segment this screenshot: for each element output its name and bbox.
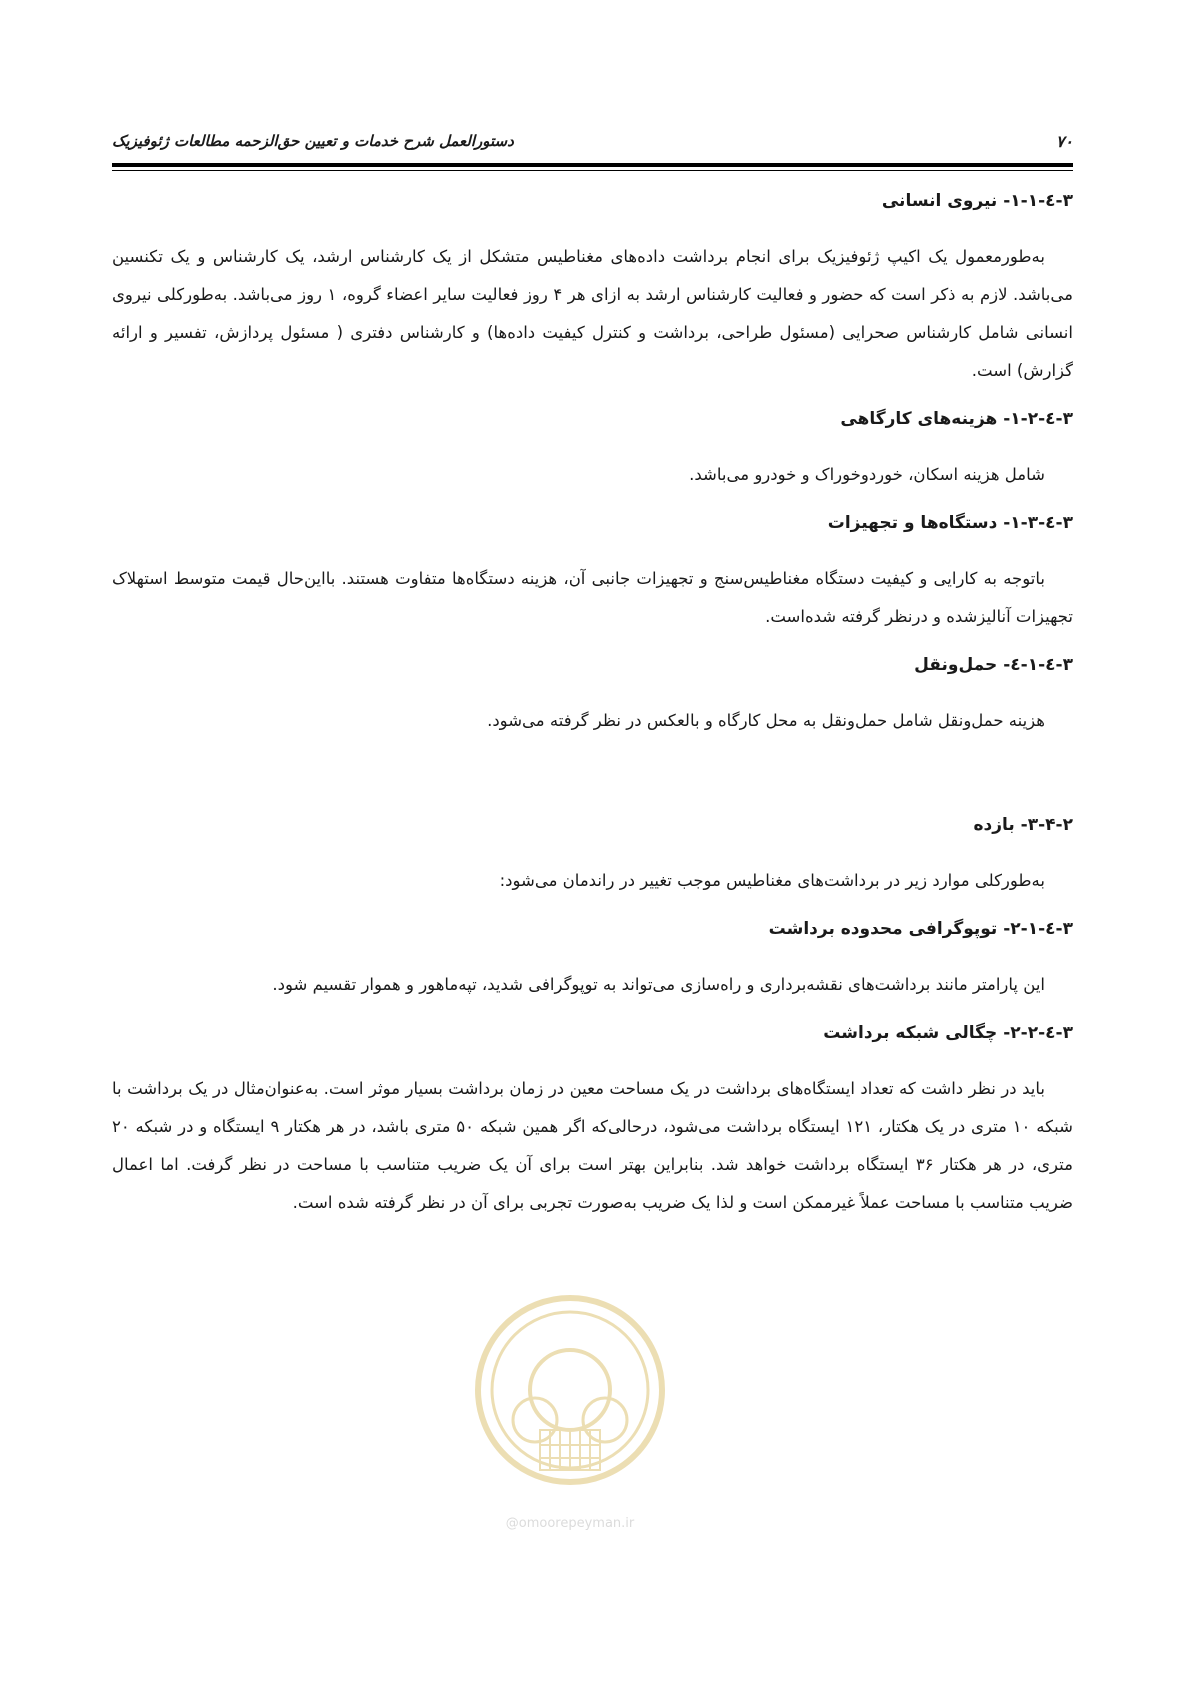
section-heading-transport: ۳-٤-۱-٤- حمل‌ونقل (914, 655, 1073, 675)
section-paragraph-topography: این پارامتر مانند برداشت‌های نقشه‌برداری و راه‌سازی می‌تواند به توپوگرافی شدید، تپه‌ماهور و هموار تقسیم شود. (272, 975, 1045, 994)
page-content (112, 186, 1073, 1222)
watermark-seal-icon (470, 1280, 670, 1510)
page-number: ۷۰ (1055, 132, 1073, 151)
running-header (112, 128, 1073, 158)
header-title: دستورالعمل شرح خدمات و تعیین حق‌الزحمه مطالعات ژئوفیزیک (112, 132, 514, 150)
section-paragraph-equipment: باتوجه به کارایی و کیفیت دستگاه مغناطیس‌سنج و تجهیزات جانبی آن، هزینه دستگاه‌ها متفاوت هستند. بااین‌حال قیمت متوسط استهلاک تجهیزات آنالیزشده و درنظر گرفته شده‌است. (112, 569, 1073, 626)
section-heading-efficiency: ۳-۴-۲- بازده (973, 815, 1073, 835)
header-rule-thick (112, 163, 1073, 167)
section-heading-workshop-costs: ۳-٤-۱-۲- هزینه‌های کارگاهی (840, 409, 1073, 429)
section-paragraph-manpower: به‌طورمعمول یک اکیپ ژئوفیزیک برای انجام برداشت داده‌های مغناطیس متشکل از یک کارشناس ارشد، یک کارشناس و یک تکنسین می‌باشد. لازم به ذکر است که حضور و فعالیت کارشناس ارشد به ازای هر ۴ روز فعالیت سایر اعضاء گروه، ۱ روز می‌باشد. به‌طورکلی نیروی انسانی شامل کارشناس صحرایی (مسئول طراحی، برداشت و کنترل کیفیت داده‌ها) و کارشناس دفتری ( مسئول پردازش، تفسیر و ارائه گزارش) است. (112, 247, 1073, 380)
section-heading-equipment: ۳-٤-۱-۳- دستگاه‌ها و تجهیزات (827, 513, 1073, 533)
section-paragraph-transport: هزینه حمل‌ونقل شامل حمل‌ونقل به محل کارگاه و بالعکس در نظر گرفته می‌شود. (487, 711, 1045, 730)
watermark-logo (470, 1280, 670, 1530)
watermark-text: @omoorepeyman.ir (505, 1516, 635, 1531)
header-rule-thin (112, 170, 1073, 171)
section-paragraph-grid-density: باید در نظر داشت که تعداد ایستگاه‌های برداشت در یک مساحت معین در زمان برداشت بسیار موثر است. به‌عنوان‌مثال در یک برداشت با شبکه ۱۰ متری در یک هکتار، ۱۲۱ ایستگاه برداشت می‌شود، درحالی‌که اگر همین شبکه ۵۰ متری باشد، در هر هکتار ۹ ایستگاه و در شبکه ۲۰ متری، در هر هکتار ۳۶ ایستگاه برداشت خواهد شد. بنابراین بهتر است برای آن یک ضریب متناسب با مساحت در نظر گرفت. اما اعمال ضریب متناسب با مساحت عملاً غیرممکن است و لذا یک ضریب به‌صورت تجربی برای آن در نظر گرفته شده است. (112, 1079, 1073, 1212)
section-paragraph-efficiency: به‌طورکلی موارد زیر در برداشت‌های مغناطیس موجب تغییر در راندمان می‌شود: (499, 871, 1045, 890)
section-paragraph-workshop-costs: شامل هزینه اسکان، خوردوخوراک و خودرو می‌باشد. (689, 465, 1045, 484)
section-heading-grid-density: ۳-٤-۲-۲- چگالی شبکه برداشت (823, 1023, 1073, 1043)
section-heading-topography: ۳-٤-۲-۱- توپوگرافی محدوده برداشت (768, 919, 1073, 939)
section-heading-manpower: ۳-٤-۱-۱- نیروی انسانی (881, 191, 1073, 211)
